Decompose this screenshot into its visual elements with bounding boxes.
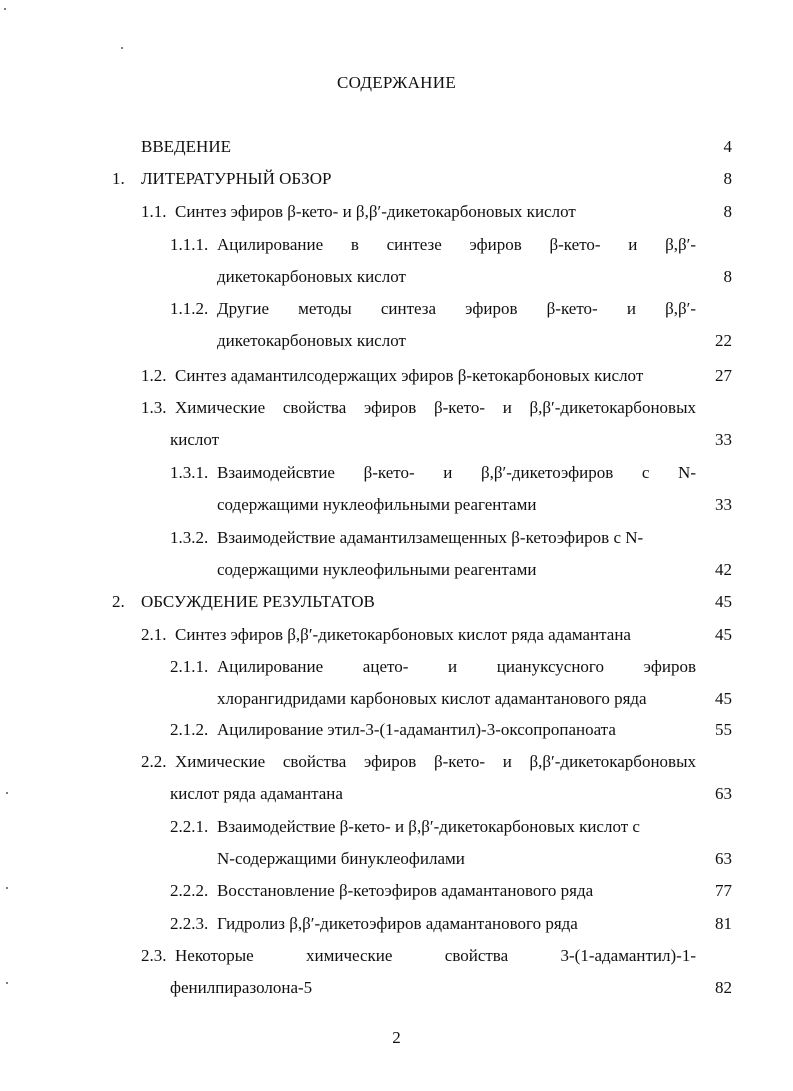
toc-entry-title-line2: содержащими нуклеофильными реагентами — [217, 560, 537, 579]
toc-entry-title: Синтез адамантилсодержащих эфиров β-кетокарбоновых кислот — [175, 366, 644, 385]
toc-section-number: 2.1.1. — [170, 657, 209, 676]
toc-page-number: 81 — [715, 914, 732, 933]
toc-entry-title-line2: дикетокарбоновых кислот — [217, 331, 406, 350]
toc-entry-title: ВВЕДЕНИЕ — [141, 137, 231, 156]
toc-page-number: 8 — [723, 169, 732, 188]
toc-page-number: 45 — [715, 592, 732, 611]
toc-page-number: 45 — [715, 625, 732, 644]
scan-speck-left-2 — [6, 887, 8, 889]
toc-entry-title: Гидролиз β,β′-дикетоэфиров адамантанового ряда — [217, 914, 578, 933]
toc-section-number: 1.3.1. — [170, 463, 209, 482]
toc-entry-title: Синтез эфиров β,β′-дикетокарбоновых кислот ряда адамантана — [175, 625, 631, 644]
toc-page-number: 77 — [715, 881, 732, 900]
toc-section-number: 2.2.3. — [170, 914, 209, 933]
toc-section-number: 2.2.1. — [170, 817, 209, 836]
toc-entry-title-line2: дикетокарбоновых кислот — [217, 267, 406, 286]
toc-section-number: 1.2. — [141, 366, 167, 385]
toc-page-number: 8 — [723, 202, 732, 221]
toc-entry-title-line1: Взаимодействие адамантилзамещенных β-кетоэфиров с N- — [217, 528, 644, 547]
page-number: 2 — [392, 1028, 401, 1047]
toc-entry-title-line1: Некоторые химические свойства 3-(1-адамантил)-1- — [175, 946, 696, 965]
toc-page-number: 22 — [715, 331, 732, 350]
toc-entry-title: Восстановление β-кетоэфиров адамантанового ряда — [217, 881, 594, 900]
toc-section-number: 2.1. — [141, 625, 167, 644]
toc-section-number: 1.3. — [141, 398, 167, 417]
toc-page-number: 45 — [715, 689, 732, 708]
toc-section-number: 1.1.2. — [170, 299, 209, 318]
toc-page-number: 63 — [715, 849, 732, 868]
toc-entry-title: Ацилирование этил-3-(1-адамантил)-3-оксопропаноата — [217, 720, 616, 739]
toc-page-number: 82 — [715, 978, 732, 997]
toc-entry-title-line2: хлорангидридами карбоновых кислот адамантанового ряда — [217, 689, 647, 708]
scan-speck-left-1 — [6, 792, 8, 794]
scan-speck-left-3 — [6, 982, 8, 984]
toc-entry-title-line1: Ацилирование в синтезе эфиров β-кето- и β,β′- — [217, 235, 696, 254]
toc-page-number: 33 — [715, 495, 732, 514]
toc-entry-title-line1: Другие методы синтеза эфиров β-кето- и β,β′- — [217, 299, 696, 318]
toc-entry-title: Синтез эфиров β-кето- и β,β′-дикетокарбоновых кислот — [175, 202, 576, 221]
toc-entry-title-line2: содержащими нуклеофильными реагентами — [217, 495, 537, 514]
toc-section-number: 1.3.2. — [170, 528, 209, 547]
scan-speck-dot — [121, 47, 123, 49]
toc-entry-title-line2: N-содержащими бинуклеофилами — [217, 849, 465, 868]
toc-entry-title-line1: Взаимодейсвтие β-кето- и β,β′-дикетоэфиров с N- — [217, 463, 696, 482]
toc-section-number: 2.2. — [141, 752, 167, 771]
toc-entry-title: ОБСУЖДЕНИЕ РЕЗУЛЬТАТОВ — [141, 592, 375, 611]
scan-speck-top — [4, 8, 6, 10]
toc-entry-title-line2: кислот ряда адамантана — [170, 784, 343, 803]
toc-section-number: 2. — [112, 592, 125, 611]
toc-section-number: 1.1. — [141, 202, 167, 221]
toc-entry-title-line2: фенилпиразолона-5 — [170, 978, 313, 997]
toc-section-number: 2.3. — [141, 946, 167, 965]
toc-section-number: 2.1.2. — [170, 720, 209, 739]
toc-page-number: 42 — [715, 560, 732, 579]
toc-page-number: 63 — [715, 784, 732, 803]
toc-entry-title-line1: Ацилирование ацето- и циануксусного эфиров — [217, 657, 696, 676]
toc-entry-title-line1: Химические свойства эфиров β-кето- и β,β′-дикетокарбоновых — [175, 398, 696, 417]
toc-page-number: 55 — [715, 720, 732, 739]
toc-section-number: 2.2.2. — [170, 881, 209, 900]
toc-section-number: 1.1.1. — [170, 235, 209, 254]
page-title: СОДЕРЖАНИЕ — [336, 73, 457, 92]
toc-page-number: 4 — [723, 137, 732, 156]
toc-entry-title: ЛИТЕРАТУРНЫЙ ОБЗОР — [141, 169, 332, 188]
toc-page-number: 27 — [715, 366, 732, 385]
toc-section-number: 1. — [112, 169, 125, 188]
toc-entry-title-line1: Взаимодействие β-кето- и β,β′-дикетокарбоновых кислот с — [217, 817, 640, 836]
toc-entry-title-line2: кислот — [170, 430, 220, 449]
toc-page-number: 8 — [723, 267, 732, 286]
toc-entry-title-line1: Химические свойства эфиров β-кето- и β,β′-дикетокарбоновых — [175, 752, 696, 771]
toc-page-number: 33 — [715, 430, 732, 449]
